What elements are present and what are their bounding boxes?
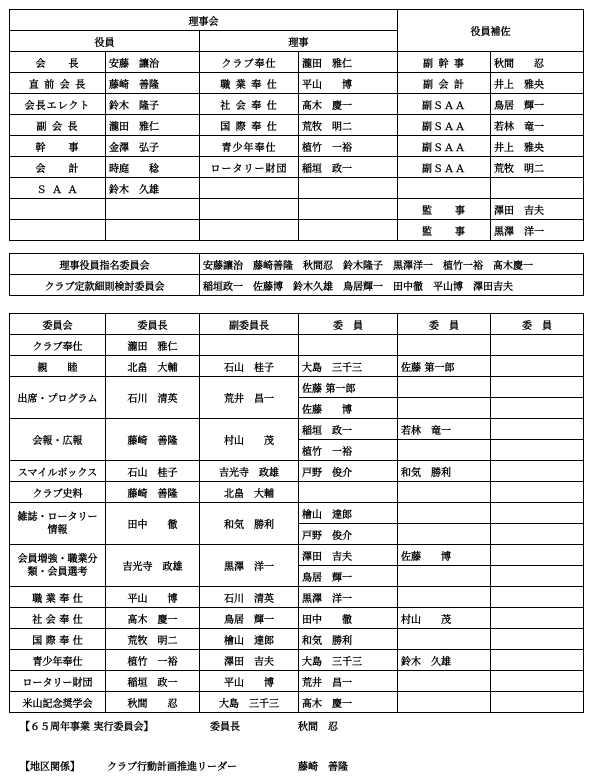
officer-name: 瀧田 雅仁 bbox=[106, 115, 200, 136]
member-name bbox=[398, 503, 491, 524]
vice-chair-name: 和気 勝利 bbox=[200, 503, 299, 545]
member-name: 和気 勝利 bbox=[299, 629, 398, 650]
officer-name bbox=[106, 199, 200, 220]
member-name: 稲垣 政一 bbox=[299, 419, 398, 440]
committee-row bbox=[10, 503, 584, 524]
committee-name: 会員増強・職業分類・会員選考 bbox=[10, 545, 106, 587]
assistant-name: 澤田 吉夫 bbox=[491, 199, 584, 220]
committee-row bbox=[10, 419, 584, 440]
member-name: 戸野 俊介 bbox=[299, 461, 398, 482]
vice-chair-name: 吉光寺 政雄 bbox=[200, 461, 299, 482]
member-name: 和気 勝利 bbox=[398, 461, 491, 482]
member-name bbox=[491, 566, 584, 587]
assistant-role bbox=[398, 178, 491, 199]
chair-name: 石山 桂子 bbox=[106, 461, 200, 482]
vice-chair-name: 荒井 昌一 bbox=[200, 377, 299, 419]
member-name bbox=[491, 356, 584, 377]
board-row bbox=[10, 178, 584, 199]
assistant-name: 秋間 忍 bbox=[491, 52, 584, 73]
chair-name: 藤崎 善隆 bbox=[106, 419, 200, 461]
vice-chair-name: 石川 清英 bbox=[200, 587, 299, 608]
member-name bbox=[491, 629, 584, 650]
member-name: 黒澤 洋一 bbox=[299, 587, 398, 608]
director-name bbox=[299, 199, 398, 220]
member-name: 若林 竜一 bbox=[398, 419, 491, 440]
officer-role: 会 計 bbox=[10, 157, 106, 178]
assistant-role: 副ＳＡＡ bbox=[398, 115, 491, 136]
officer-name: 鈴木 隆子 bbox=[106, 94, 200, 115]
member-name bbox=[491, 377, 584, 398]
director-area: 国 際 奉 仕 bbox=[200, 115, 299, 136]
assistant-name: 井上 雅央 bbox=[491, 73, 584, 94]
assistant-role: 副 会 計 bbox=[398, 73, 491, 94]
officer-name: 安藤 讓治 bbox=[106, 52, 200, 73]
nomination-members: 稲垣政一 佐藤博 鈴木久雄 鳥居輝一 田中徹 平山博 澤田吉夫 bbox=[200, 275, 584, 296]
member-name bbox=[398, 671, 491, 692]
member-name: 戸野 俊介 bbox=[299, 524, 398, 545]
vice-chair-name: 檜山 達郎 bbox=[200, 629, 299, 650]
member-name: 鳥居 輝一 bbox=[299, 566, 398, 587]
assistant-role: 副ＳＡＡ bbox=[398, 157, 491, 178]
officer-name bbox=[106, 220, 200, 241]
officers-header: 役員 bbox=[10, 31, 200, 52]
member-name bbox=[398, 482, 491, 503]
board-row bbox=[10, 52, 584, 73]
board-row bbox=[10, 157, 584, 178]
vice-chair-name: 黒澤 洋一 bbox=[200, 545, 299, 587]
member-name bbox=[491, 587, 584, 608]
member-name: 佐藤 第一郎 bbox=[398, 356, 491, 377]
officer-role: Ｓ Ａ Ａ bbox=[10, 178, 106, 199]
director-name: 瀧田 雅仁 bbox=[299, 52, 398, 73]
assistant-role: 副 幹 事 bbox=[398, 52, 491, 73]
chair-name: 平山 博 bbox=[106, 587, 200, 608]
district-label: 【地区関係】 bbox=[20, 762, 80, 773]
vice-chair-name: 平山 博 bbox=[200, 671, 299, 692]
officer-role: 副 会 長 bbox=[10, 115, 106, 136]
member-name bbox=[491, 461, 584, 482]
chair-name: 石川 清英 bbox=[106, 377, 200, 419]
member-name bbox=[398, 587, 491, 608]
member-name bbox=[491, 335, 584, 356]
committees-header: 委 員 bbox=[398, 314, 491, 335]
nomination-label: クラブ定款細則検討委員会 bbox=[10, 275, 200, 296]
member-name: 田中 徹 bbox=[299, 608, 398, 629]
member-name: 大島 三千三 bbox=[299, 356, 398, 377]
committees-table bbox=[9, 313, 584, 713]
member-name bbox=[398, 398, 491, 419]
officer-role: 会長エレクト bbox=[10, 94, 106, 115]
chair-name: 髙木 慶一 bbox=[106, 608, 200, 629]
board-row bbox=[10, 73, 584, 94]
assistant-header: 役員補佐 bbox=[398, 10, 584, 52]
committees-header: 委員会 bbox=[10, 314, 106, 335]
member-name bbox=[491, 440, 584, 461]
member-name: 佐藤 第一郎 bbox=[299, 377, 398, 398]
chair-name: 藤崎 善隆 bbox=[106, 482, 200, 503]
nomination-label: 理事役員指名委員会 bbox=[10, 254, 200, 275]
district-role: クラブ行動計画推進リーダー bbox=[107, 762, 237, 773]
committee-name: 社 会 奉 仕 bbox=[10, 608, 106, 629]
committee-name: クラブ史料 bbox=[10, 482, 106, 503]
anniversary-name: 秋間 忍 bbox=[298, 722, 338, 733]
member-name bbox=[491, 650, 584, 671]
member-name: 荒井 昌一 bbox=[299, 671, 398, 692]
committee-name: 会報・広報 bbox=[10, 419, 106, 461]
chair-name: 瀧田 雅仁 bbox=[106, 335, 200, 356]
member-name: 大島 三千三 bbox=[299, 650, 398, 671]
officer-role bbox=[10, 199, 106, 220]
officer-name: 藤崎 善隆 bbox=[106, 73, 200, 94]
member-name bbox=[491, 419, 584, 440]
chair-name: 秋間 忍 bbox=[106, 692, 200, 713]
member-name bbox=[398, 335, 491, 356]
committees-header-row bbox=[10, 314, 584, 335]
member-name bbox=[398, 440, 491, 461]
committee-row bbox=[10, 545, 584, 566]
director-name: 髙木 慶一 bbox=[299, 94, 398, 115]
committee-row bbox=[10, 650, 584, 671]
anniversary-role: 委員長 bbox=[210, 722, 240, 733]
assistant-name: 黒澤 洋一 bbox=[491, 220, 584, 241]
board-row bbox=[10, 136, 584, 157]
vice-chair-name: 村山 茂 bbox=[200, 419, 299, 461]
chair-name: 荒牧 明二 bbox=[106, 629, 200, 650]
committee-name: 米山記念奨学会 bbox=[10, 692, 106, 713]
member-name bbox=[299, 482, 398, 503]
member-name bbox=[491, 608, 584, 629]
vice-chair-name: 大島 三千三 bbox=[200, 692, 299, 713]
committee-name: 雑誌・ロータリー情報 bbox=[10, 503, 106, 545]
officer-role bbox=[10, 220, 106, 241]
member-name bbox=[398, 566, 491, 587]
board-row bbox=[10, 94, 584, 115]
officer-name: 鈴木 久雄 bbox=[106, 178, 200, 199]
committee-name: 職 業 奉 仕 bbox=[10, 587, 106, 608]
chair-name: 田中 徹 bbox=[106, 503, 200, 545]
vice-chair-name bbox=[200, 335, 299, 356]
officer-role: 直 前 会 長 bbox=[10, 73, 106, 94]
director-area bbox=[200, 178, 299, 199]
officer-role: 会 長 bbox=[10, 52, 106, 73]
member-name: 澤田 吉夫 bbox=[299, 545, 398, 566]
member-name: 村山 茂 bbox=[398, 608, 491, 629]
vice-chair-name: 澤田 吉夫 bbox=[200, 650, 299, 671]
committee-row bbox=[10, 629, 584, 650]
member-name bbox=[491, 671, 584, 692]
committee-row bbox=[10, 377, 584, 398]
member-name bbox=[491, 545, 584, 566]
committee-row bbox=[10, 482, 584, 503]
committee-name: 出席・プログラム bbox=[10, 377, 106, 419]
chair-name: 吉光寺 政雄 bbox=[106, 545, 200, 587]
assistant-name: 井上 雅央 bbox=[491, 136, 584, 157]
committee-row bbox=[10, 335, 584, 356]
committee-name: クラブ奉仕 bbox=[10, 335, 106, 356]
board-table bbox=[9, 9, 584, 241]
nomination-members: 安藤讓治 藤崎善隆 秋間忍 鈴木隆子 黒澤洋一 植竹一裕 髙木慶一 bbox=[200, 254, 584, 275]
member-name bbox=[398, 692, 491, 713]
assistant-name: 鳥居 輝一 bbox=[491, 94, 584, 115]
board-row bbox=[10, 220, 584, 241]
director-name: 植竹 一裕 bbox=[299, 136, 398, 157]
director-name: 荒牧 明二 bbox=[299, 115, 398, 136]
director-name: 平山 博 bbox=[299, 73, 398, 94]
nomination-table bbox=[9, 253, 584, 296]
committee-name: 親 睦 bbox=[10, 356, 106, 377]
member-name: 檜山 達郎 bbox=[299, 503, 398, 524]
chair-name: 植竹 一裕 bbox=[106, 650, 200, 671]
vice-chair-name: 鳥居 輝一 bbox=[200, 608, 299, 629]
nomination-row bbox=[10, 254, 584, 275]
committee-row bbox=[10, 461, 584, 482]
director-name bbox=[299, 178, 398, 199]
committee-row bbox=[10, 587, 584, 608]
director-area: 社 会 奉 仕 bbox=[200, 94, 299, 115]
member-name bbox=[398, 377, 491, 398]
officer-role: 幹 事 bbox=[10, 136, 106, 157]
chair-name: 北畠 大輔 bbox=[106, 356, 200, 377]
member-name bbox=[491, 503, 584, 524]
member-name bbox=[398, 629, 491, 650]
director-area: ロータリー財団 bbox=[200, 157, 299, 178]
committee-row bbox=[10, 692, 584, 713]
anniversary-label: 【６５周年事業 実行委員会】 bbox=[20, 722, 154, 733]
committee-row bbox=[10, 356, 584, 377]
nomination-row bbox=[10, 275, 584, 296]
committee-row bbox=[10, 671, 584, 692]
officer-name: 金澤 弘子 bbox=[106, 136, 200, 157]
committee-name: 青少年奉仕 bbox=[10, 650, 106, 671]
assistant-name bbox=[491, 178, 584, 199]
assistant-name: 荒牧 明二 bbox=[491, 157, 584, 178]
committees-header: 委 員 bbox=[299, 314, 398, 335]
director-area: 職 業 奉 仕 bbox=[200, 73, 299, 94]
district-name: 藤崎 善隆 bbox=[298, 762, 348, 773]
assistant-role: 副ＳＡＡ bbox=[398, 136, 491, 157]
member-name: 髙木 慶一 bbox=[299, 692, 398, 713]
member-name bbox=[491, 692, 584, 713]
committees-header: 副委員長 bbox=[200, 314, 299, 335]
director-area bbox=[200, 220, 299, 241]
director-area: クラブ奉仕 bbox=[200, 52, 299, 73]
committee-row bbox=[10, 608, 584, 629]
director-name bbox=[299, 220, 398, 241]
directors-header: 理事 bbox=[200, 31, 398, 52]
member-name bbox=[491, 398, 584, 419]
assistant-role: 副ＳＡＡ bbox=[398, 94, 491, 115]
board-title: 理事会 bbox=[10, 10, 398, 31]
committee-name: 国 際 奉 仕 bbox=[10, 629, 106, 650]
member-name: 佐藤 博 bbox=[299, 398, 398, 419]
committees-header: 委 員 bbox=[491, 314, 584, 335]
director-area: 青少年奉仕 bbox=[200, 136, 299, 157]
officer-name: 時庭 稔 bbox=[106, 157, 200, 178]
board-row bbox=[10, 199, 584, 220]
committee-name: ロータリー財団 bbox=[10, 671, 106, 692]
committee-name: スマイルボックス bbox=[10, 461, 106, 482]
assistant-role: 監 事 bbox=[398, 199, 491, 220]
member-name bbox=[299, 335, 398, 356]
director-area bbox=[200, 199, 299, 220]
member-name: 植竹 一裕 bbox=[299, 440, 398, 461]
assistant-role: 監 事 bbox=[398, 220, 491, 241]
committees-header: 委員長 bbox=[106, 314, 200, 335]
chair-name: 稲垣 政一 bbox=[106, 671, 200, 692]
director-name: 稲垣 政一 bbox=[299, 157, 398, 178]
board-row bbox=[10, 115, 584, 136]
assistant-name: 若林 竜一 bbox=[491, 115, 584, 136]
member-name bbox=[398, 524, 491, 545]
member-name bbox=[491, 524, 584, 545]
vice-chair-name: 石山 桂子 bbox=[200, 356, 299, 377]
vice-chair-name: 北畠 大輔 bbox=[200, 482, 299, 503]
member-name: 佐藤 博 bbox=[398, 545, 491, 566]
member-name bbox=[491, 482, 584, 503]
member-name: 鈴木 久雄 bbox=[398, 650, 491, 671]
